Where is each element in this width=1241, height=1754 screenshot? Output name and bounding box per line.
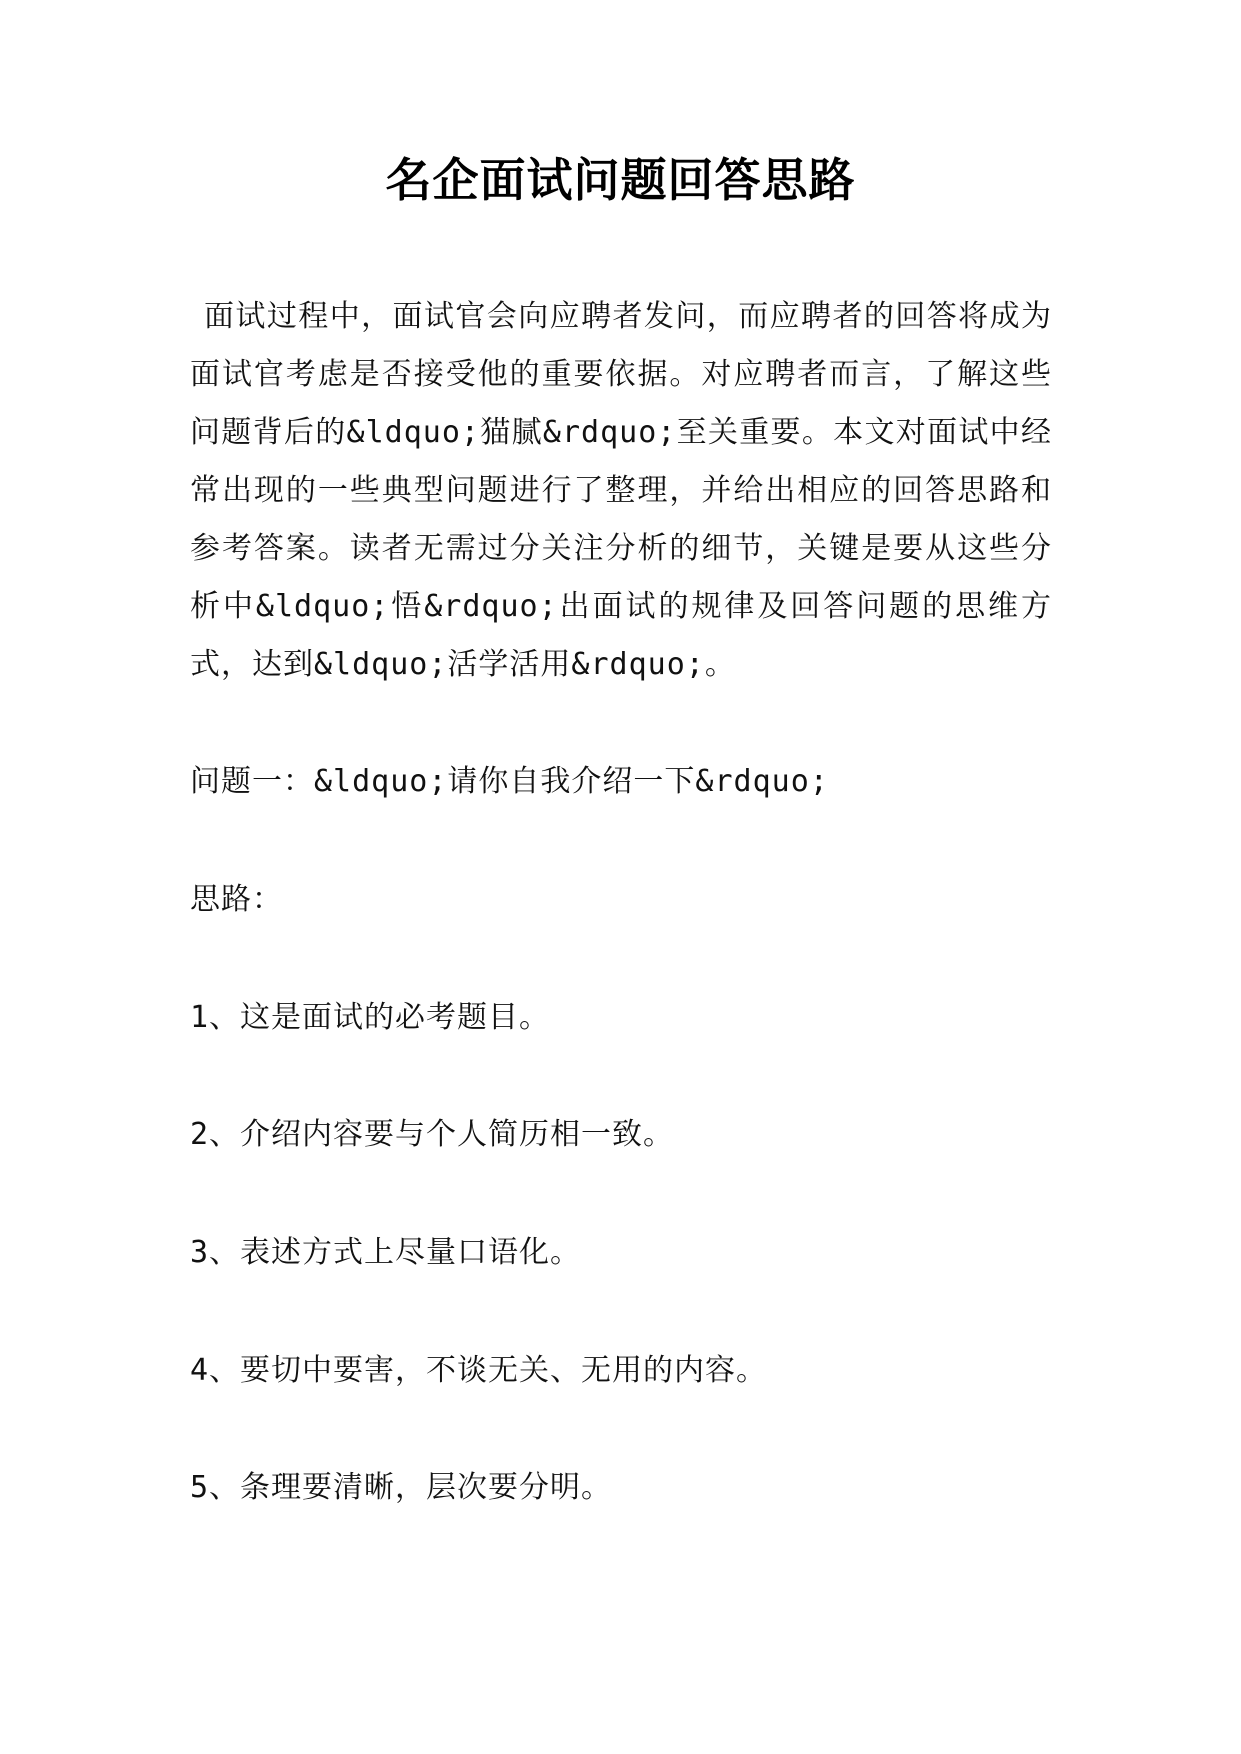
list-item: 5、条理要清晰，层次要分明。 [190,1470,613,1505]
list-item: 4、要切中要害，不谈无关、无用的内容。 [190,1353,768,1388]
list-item: 1、这是面试的必考题目。 [190,1000,551,1035]
question-heading: 问题一：&ldquo;请你自我介绍一下&rdquo; [190,764,829,799]
list-item: 2、介绍内容要与个人简历相一致。 [190,1117,675,1152]
intro-paragraph: 面试过程中，面试官会向应聘者发问，而应聘者的回答将成为面试官考虑是否接受他的重要依据。对应聘者而言，了解这些问题背后的&ldquo;猫腻&rdquo;至关重要。本文对面试中经常出现的一些典型问题进行了整理，并给出相应的回答思路和参考答案。读者无需过分关注分析的细节，关键是要从这些分析中&ldquo;悟&rdquo;出面试的规律及回答问题的思维方式，达到&ldquo;活学活用&rdquo;。 [190,299,1052,682]
idea-label: 思路： [190,882,283,917]
document-title: 名企面试问题回答思路 [385,153,856,207]
list-item: 3、表述方式上尽量口语化。 [190,1235,582,1270]
